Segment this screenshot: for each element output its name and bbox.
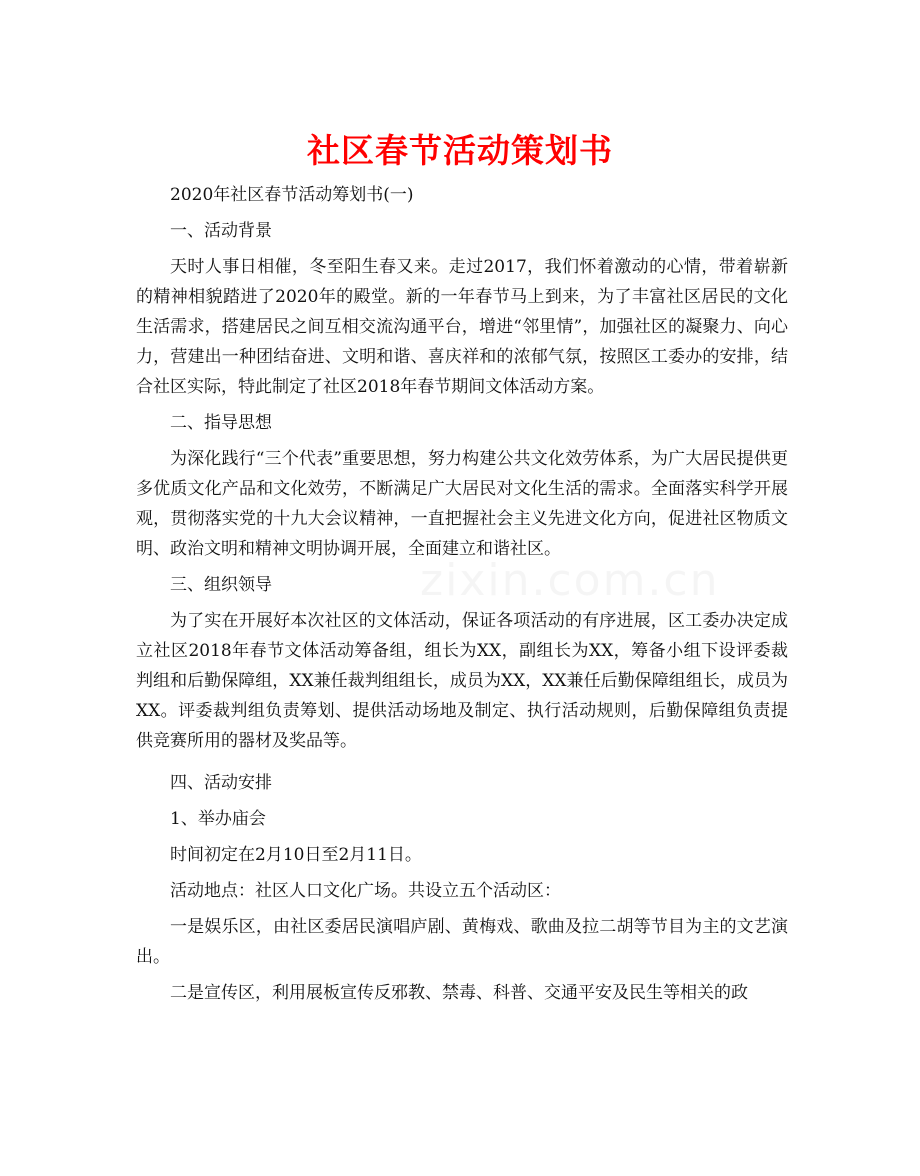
paragraph: 一是娱乐区，由社区委居民演唱庐剧、黄梅戏、歌曲及拉二胡等节目为主的文艺演出。 [136,917,788,967]
paragraph: 天时人事日相催，冬至阳生春又来。走过2017，我们怀着激动的心情，带着崭新的精神相貌踏进了2020年的殿堂。新的一年春节马上到来，为了丰富社区居民的文化生活需求，搭建居民之间互相交流沟通平台，增进“邻里情”，加强社区的凝聚力、向心力，营建出一种团结奋进、文明和谐、喜庆祥和的浓郁气氛，按照区工委办的安排，结合社区实际，特此制定了社区2018年春节期间文体活动方案。 [136,257,788,397]
paragraph: 为了实在开展好本次社区的文体活动，保证各项活动的有序进展，区工委办决定成立社区2018年春节文体活动筹备组，组长为XX，副组长为XX，筹备小组下设评委裁判组和后勤保障组，XX兼任裁判组组长，成员为XX，XX兼任后勤保障组组长，成员为XX。评委裁判组负责筹划、提供活动场地及制定、执行活动规则，后勤保障组负责提供竞赛所用的器材及奖品等。 [136,611,788,751]
section-heading: 四、活动安排 [170,773,272,793]
document-body [136,180,788,1014]
section-heading: 一、活动背景 [170,221,272,241]
paragraph: 二是宣传区，利用展板宣传反邪教、禁毒、科普、交通平安及民生等相关的政 [170,983,748,1003]
paragraph: 活动地点：社区人口文化广场。共设立五个活动区： [170,881,561,901]
paragraph: 时间初定在2月10日至2月11日。 [170,845,422,865]
section-heading: 二、指导思想 [170,413,272,433]
section-heading: 三、组织领导 [170,575,272,595]
list-item: 1、举办庙会 [170,809,266,829]
document-title: 社区春节活动策划书 [307,131,613,170]
watermark: zixin.com.cn [420,555,720,606]
paragraph: 为深化践行“三个代表”重要思想，努力构建公共文化效劳体系，为广大居民提供更多优质文化产品和文化效劳，不断满足广大居民对文化生活的需求。全面落实科学开展观，贯彻落实党的十九大会议精神，一直把握社会主义先进文化方向，促进社区物质文明、政治文明和精神文明协调开展，全面建立和谐社区。 [136,449,788,559]
document-subtitle: 2020年社区春节活动筹划书(一) [170,185,414,205]
